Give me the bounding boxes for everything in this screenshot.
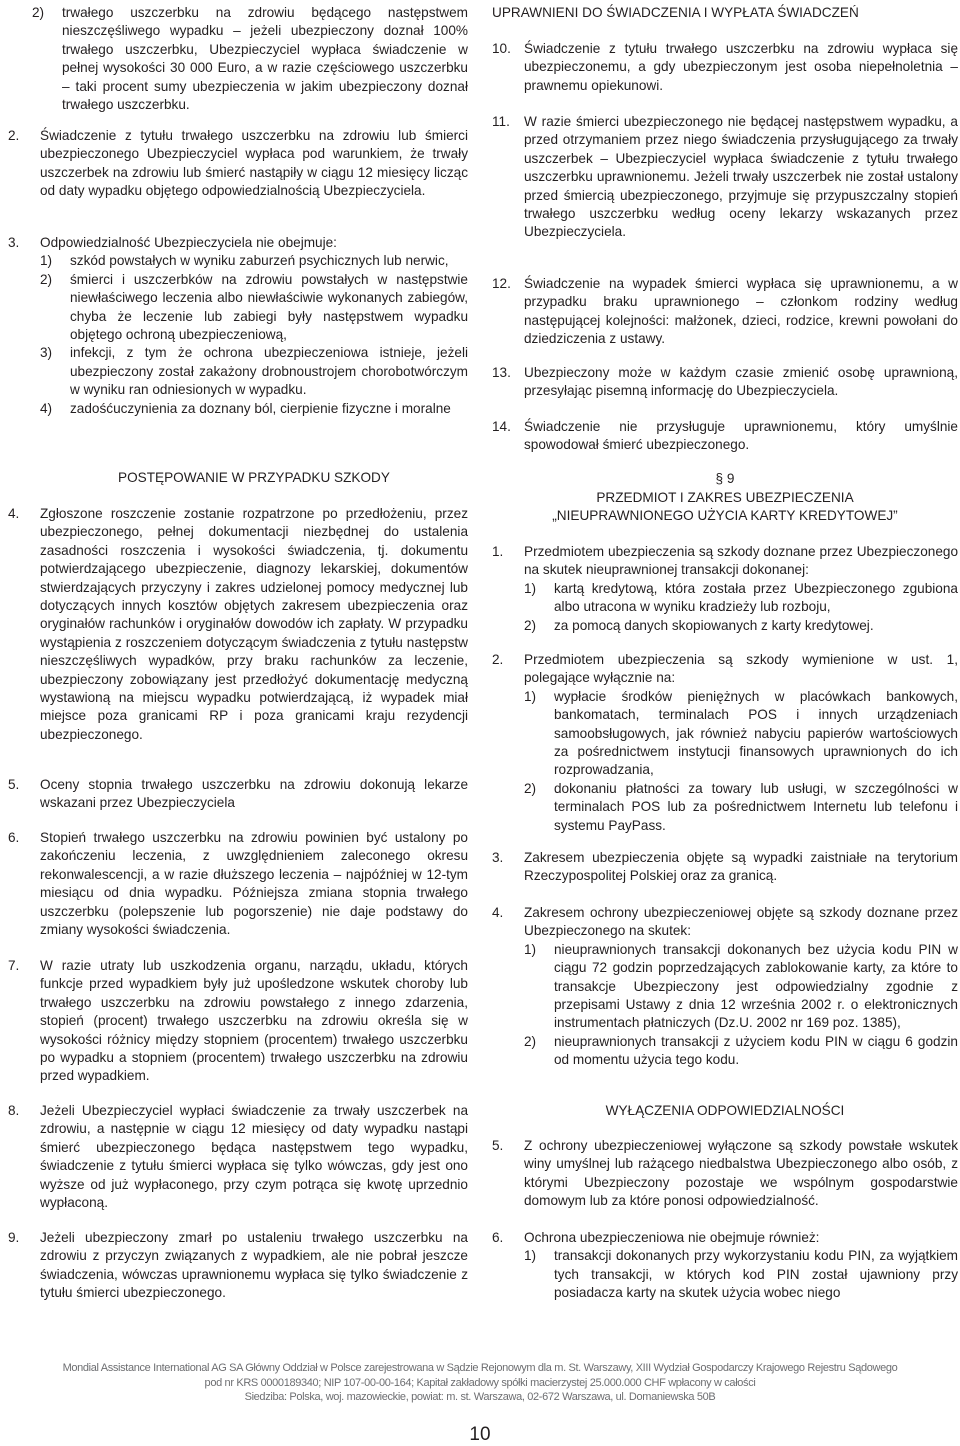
item-11 bbox=[492, 113, 958, 242]
sub-item: 1) szkód powstałych w wyniku zaburzeń psychicznych lub nerwic, bbox=[40, 253, 449, 269]
page-number: 10 bbox=[469, 1424, 491, 1445]
item-number: 11. bbox=[492, 114, 510, 129]
item-text: Zakresem ochrony ubezpieczeniowej objęte są szkody doznane przez Ubezpieczonego na skutek: bbox=[524, 905, 958, 939]
item-9 bbox=[8, 1229, 468, 1303]
item-text: Ochrona ubezpieczeniowa nie obejmuje również: bbox=[524, 1230, 820, 1245]
sub-item: 1) nieuprawnionych transakcji dokonanych bez użycia kodu PIN w ciągu 72 godzin poprzedzających zablokowanie karty, za które to transakcje Ubezpieczony jest odpowiedzialny zgodnie z przepisami Ustawy z dnia 12 września 2002 r. o elektronicznych instrumentach płatniczych (Dz.U. 2002 nr 169 poz. 1385), bbox=[524, 941, 958, 1031]
item-text: Świadczenie nie przysługuje uprawnionemu, który umyślnie spowodował śmierć ubezpieczonego. bbox=[524, 419, 958, 453]
item-text: Świadczenie na wypadek śmierci wypłaca się uprawnionemu, a w przypadku braku uprawnionego – członkom rodziny według następującej kolejności: małżonek, dzieci, rodzice, krewni powołani do dziedziczenia z ustawy. bbox=[524, 276, 958, 347]
item-text: trwałego uszczerbku na zdrowiu będącego następstwem nieszczęśliwego wypadku – jeżeli ubezpieczony doznał 100% trwałego uszczerbku, Ubezpieczyciel wypłaca świadczenie w pełnej wysokości 30 000 Euro, a w razie częściowego uszczerbku – taki procent sumy ubezpieczenia w jakim ubezpieczony doznał trwałego uszczerbku. bbox=[62, 5, 468, 113]
paragraph-sign: § 9 bbox=[715, 471, 735, 486]
item-text: Przedmiotem ubezpieczenia są szkody doznane przez Ubezpieczonego na skutek nieuprawnionej transakcji dokonanej: bbox=[524, 544, 958, 578]
item-number: 7. bbox=[8, 958, 20, 973]
item-4 bbox=[8, 505, 468, 744]
item-number: 2) bbox=[32, 5, 45, 20]
item-number: 1. bbox=[492, 544, 504, 559]
clause-4 bbox=[492, 904, 958, 1070]
sub-item: 4) zadośćuczynienia za doznany ból, cierpienie fizyczne i moralne bbox=[40, 400, 451, 416]
item-number: 2. bbox=[8, 128, 20, 143]
item-8 bbox=[8, 1102, 468, 1212]
item-number: 9. bbox=[8, 1230, 20, 1245]
section-title-claims: POSTĘPOWANIE W PRZYPADKU SZKODY bbox=[118, 470, 390, 485]
sub-item: 2) nieuprawnionych transakcji z użyciem kodu PIN w ciągu 6 godzin od momentu użycia tego kodu. bbox=[524, 1033, 958, 1068]
item-2 bbox=[8, 127, 468, 201]
item-number: 12. bbox=[492, 276, 511, 291]
footer-line-1: Mondial Assistance International AG SA Główny Oddział w Polsce zarejestrowana w Sądzie Rejonowym dla m. St. Warszawy, XIII Wydział Gospodarczy Krajowego Rejestru Sądowego bbox=[62, 1362, 898, 1374]
company-footer bbox=[60, 1361, 900, 1405]
item-text: Zgłoszone roszczenie zostanie rozpatrzone po przedłożeniu, przez ubezpieczonego, pełnej dokumentacji niezbędnej do ustalenia zasadności roszczenia i wysokości świadczenia, tj. dokumentu potwierdzającego ubezpieczenie, diagnozy lekarskiej, dokumentów stwierdzających przyczyny i zakres udzielonej pomocy medycznej lub dotyczących innych kosztów objętych zakresem ubezpieczenia oraz oryginałów rachunków i oryginałów dowodów ich zapłaty. W przypadku wystąpienia z roszczeniem dotyczącym świadczenia z tytułu następstw nieszczęśliwych wypadków, przy braku rachunków za leczenie, ubezpieczony zobowiązany jest przedłożyć dokumentację medyczną wystawioną na miejscu wypadku potwierdzającą, iż wypadek miał miejsce poza granicami RP i poza granicami kraju rezydencji ubezpieczonego. bbox=[40, 506, 468, 742]
sub-item: 2) za pomocą danych skopiowanych z karty kredytowej. bbox=[524, 617, 874, 633]
item-number: 6. bbox=[492, 1230, 504, 1245]
item-text: Zakresem ubezpieczenia objęte są wypadki zaistniałe na terytorium Rzeczypospolitej Polskiej oraz za granicą. bbox=[524, 850, 958, 884]
item-number: 6. bbox=[8, 830, 20, 845]
item-text: Jeżeli Ubezpieczyciel wypłaci świadczenie za trwały uszczerbek na zdrowiu, a następnie w ciągu 12 miesięcy od daty wypadku nastąpi śmierć ubezpieczonego będąca następstwem tego wypadku, świadczenie z tytułu śmierci wypłaca się tylko wówczas, gdy jest ono wyższe od już wypłaconego, przy czym potrąca się kwotę uprzednio wypłaconą. bbox=[40, 1103, 468, 1211]
item-number: 5. bbox=[492, 1138, 504, 1153]
item-number: 4. bbox=[8, 506, 20, 521]
item-14 bbox=[492, 418, 958, 455]
sub-item: 2) dokonaniu płatności za towary lub usługi, w szczególności w terminalach POS lub za pośrednictwem Internetu lub telefonu i systemu PayPass. bbox=[524, 780, 958, 833]
item-text: Przedmiotem ubezpieczenia są szkody wymienione w ust. 1, polegające wyłącznie na: bbox=[524, 652, 958, 686]
item-3 bbox=[8, 234, 468, 418]
section-title-exclusions: WYŁĄCZENIA ODPOWIEDZIALNOŚCI bbox=[605, 1103, 845, 1118]
sub-item: 1) transakcji dokonanych przy wykorzystaniu kodu PIN, za wyjątkiem tych transakcji, w których kod PIN został ujawniony przy posiadacza karty na skutek użycia wobec niego bbox=[524, 1248, 958, 1301]
heading-line-2: „NIEUPRAWNIONEGO UŻYCIA KARTY KREDYTOWEJ” bbox=[552, 508, 898, 523]
item-number: 5. bbox=[8, 777, 20, 792]
item-13 bbox=[492, 364, 958, 401]
item-text: Stopień trwałego uszczerbku na zdrowiu powinien być ustalony po zakończeniu leczenia, z uwzględnieniem zaleconego okresu rekonwalescencji, a w razie dłuższego leczenia – najpóźniej w 12-tym miesiącu od dnia wypadku. Późniejsza zmiana stopnia trwałego uszczerbku (polepszenie lub pogorszenie) nie daje podstawy do zmiany wysokości świadczenia. bbox=[40, 830, 468, 938]
sub-item: 2) śmierci i uszczerbków na zdrowiu powstałych w następstwie niewłaściwego leczenia albo niewłaściwie wykonanych zabiegów, chyba że leczenie lub zabiegi były następstwem wypadku objętego ochroną ubezpieczeniową, bbox=[40, 271, 468, 343]
item-text: Świadczenie z tytułu trwałego uszczerbku na zdrowiu lub śmierci ubezpieczonego Ubezpieczyciel wypłaca pod warunkiem, że trwały uszczerbek na zdrowiu lub śmierć nastąpiły w ciągu 12 miesięcy licząc od daty wypadku objętego odpowiedzialnością Ubezpieczyciela. bbox=[40, 128, 468, 199]
clause-2 bbox=[492, 651, 958, 835]
clause-1 bbox=[492, 543, 958, 635]
clause-5 bbox=[492, 1137, 958, 1211]
item-text: Z ochrony ubezpieczeniowej wyłączone są szkody powstałe wskutek winy umyślnej lub rażącego niedbalstwa Ubezpieczonego albo osób, z którymi Ubezpieczony pozostaje we wspólnym gospodarstwie domowym lub za które ponosi odpowiedzialność. bbox=[524, 1138, 958, 1209]
item-10 bbox=[492, 40, 958, 95]
sub-item: 1) kartą kredytową, która została przez Ubezpieczonego zgubiona albo utracona w wyniku kradzieży lub rozboju, bbox=[524, 580, 958, 615]
item-5 bbox=[8, 776, 468, 813]
item-number: 14. bbox=[492, 419, 511, 434]
heading-line-1: PRZEDMIOT I ZAKRES UBEZPIECZENIA bbox=[596, 490, 854, 505]
item-2-cont bbox=[32, 4, 468, 114]
item-number: 3. bbox=[8, 235, 20, 250]
item-12 bbox=[492, 275, 958, 349]
item-number: 4. bbox=[492, 905, 504, 920]
footer-line-2: pod nr KRS 0000189340; NIP 107-00-00-164; Kapitał zakładowy spółki macierzystej 25.000.000 CHF wpłacony w całości bbox=[204, 1376, 756, 1389]
sub-item: 3) infekcji, z tym że ochrona ubezpieczeniowa istnieje, jeżeli ubezpieczony został zakażony drobnoustrojem chorobotwórczym w wyniku ran odniesionych w wypadku. bbox=[40, 345, 468, 398]
item-text: W razie utraty lub uszkodzenia organu, narządu, układu, których funkcje przed wypadkiem były już upośledzone wskutek choroby lub trwałego uszczerbku na zdrowiu powstałego z innego zdarzenia, stopień (procent) trwałego uszczerbku na zdrowiu określa się w wysokości różnicy między stopniem (procentem) trwałego uszczerbku po wypadku a stopniem (procentem) trwałego uszczerbku na zdrowiu przed wypadkiem. bbox=[40, 958, 468, 1084]
item-text: Jeżeli ubezpieczony zmarł po ustaleniu trwałego uszczerbku na zdrowiu z przyczyn związanych z wypadkiem, ale nie pobrał jeszcze świadczenia, wówczas uprawnionemu wypłaca się tylko świadczenie z tytułu śmierci ubezpieczonego. bbox=[40, 1230, 468, 1301]
item-text: Oceny stopnia trwałego uszczerbku na zdrowiu dokonują lekarze wskazani przez Ubezpieczyciela bbox=[40, 777, 468, 811]
item-number: 8. bbox=[8, 1103, 20, 1118]
item-number: 13. bbox=[492, 365, 511, 380]
item-text: W razie śmierci ubezpieczonego nie będącej następstwem wypadku, a przed otrzymaniem przez niego świadczenia przysługującego za trwały uszczerbek – Ubezpieczyciel wypłaca świadczenie z tytułu trwałego uszczerbku uprawnionemu. Jeżeli trwały uszczerbek nie został ustalony przed śmiercią ubezpieczonego, przyjmuje się przypuszczalny stopień trwałego uszczerbku według oceny lekarzy wskazanych przez Ubezpieczyciela. bbox=[524, 114, 958, 240]
clause-6 bbox=[492, 1229, 958, 1303]
item-text: Odpowiedzialność Ubezpieczyciela nie obejmuje: bbox=[40, 235, 337, 250]
item-7 bbox=[8, 957, 468, 1086]
section-title-beneficiaries: UPRAWNIENI DO ŚWIADCZENIA I WYPŁATA ŚWIADCZEŃ bbox=[492, 5, 859, 20]
item-number: 2. bbox=[492, 652, 504, 667]
clause-3 bbox=[492, 849, 958, 886]
item-number: 10. bbox=[492, 41, 511, 56]
footer-line-3: Siedziba: Polska, woj. mazowieckie, powiat: m. st. Warszawa, 02-672 Warszawa, ul. Domaniewska 50B bbox=[244, 1391, 716, 1404]
item-number: 3. bbox=[492, 850, 504, 865]
item-text: Świadczenie z tytułu trwałego uszczerbku na zdrowiu wypłaca się ubezpieczonemu, a gdy ubezpieczonym jest osoba niepełnoletnia – prawnemu opiekunowi. bbox=[524, 41, 958, 93]
item-6 bbox=[8, 829, 468, 939]
item-text: Ubezpieczony może w każdym czasie zmienić osobę uprawnioną, przesyłając pisemną informację do Ubezpieczyciela. bbox=[524, 365, 958, 399]
sub-item: 1) wypłacie środków pieniężnych w placówkach bankowych, bankomatach, terminalach POS i innych urządzeniach samoobsługowych, jak również nabyciu papierów wartościowych za pośrednictwem instytucji finansowych uprawnionych do ich rozprowadzania, bbox=[524, 688, 958, 778]
